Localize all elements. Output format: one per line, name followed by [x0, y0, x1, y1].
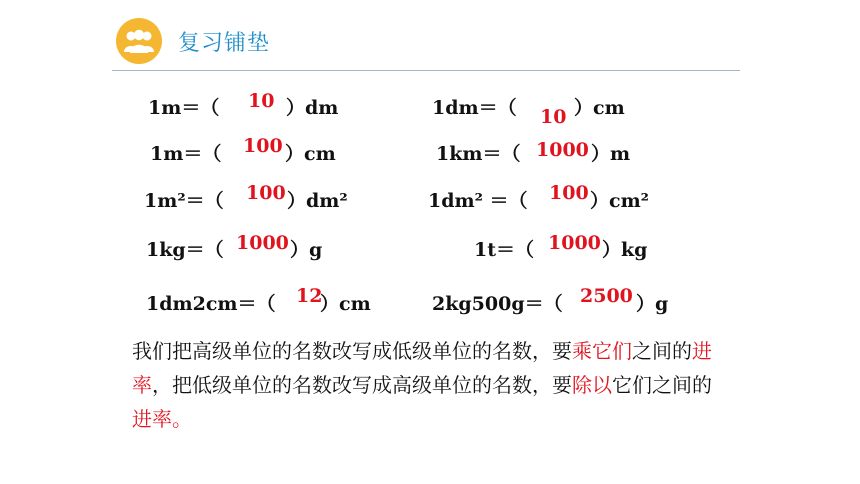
row5-left-answer: 12 [296, 285, 323, 307]
row1-left-prefix: 1m＝（ [148, 97, 220, 119]
row2-left-prefix: 1m＝（ [150, 143, 222, 165]
people-group-icon [116, 18, 162, 64]
row4-right-prefix: 1t＝（ [474, 239, 534, 261]
row4-left-prefix: 1kg＝（ [146, 239, 224, 261]
row5-right-suffix: ）g [636, 293, 669, 315]
row3-left-suffix: ）dm² [287, 190, 348, 212]
row5-left-prefix: 1dm2cm＝（ [146, 293, 276, 315]
rule-highlight-multiply: 乘它们 [572, 339, 632, 363]
row5-right-prefix: 2kg500g＝（ [432, 293, 563, 315]
row1-right-suffix: ）cm [574, 97, 625, 119]
rule-text-1: 我们把高级单位的名数改写成低级单位的名数，要 [132, 339, 572, 363]
header-divider [112, 70, 740, 71]
row3-right-answer: 100 [549, 182, 589, 204]
row5-right-answer: 2500 [580, 285, 633, 307]
rule-highlight-divide: 除以 [572, 373, 612, 397]
row4-right-answer: 1000 [548, 232, 601, 254]
rule-text-4: 它们之间的 [612, 373, 712, 397]
row2-right-prefix: 1km＝（ [436, 143, 521, 165]
rule-highlight-rate: 进率 [132, 339, 712, 397]
rule-text-3: ，把低级单位的名数改写成高级单位的名数，要 [152, 373, 572, 397]
rule-paragraph [132, 334, 712, 436]
page-title: 复习铺垫 [178, 31, 271, 56]
row1-left-answer: 10 [248, 90, 275, 112]
row4-right-suffix: ）kg [602, 239, 648, 261]
row2-left-answer: 100 [243, 135, 283, 157]
row1-right-answer: 10 [540, 106, 567, 128]
rule-text-2: 之间的 [632, 339, 692, 363]
row4-left-suffix: ）g [290, 239, 323, 261]
row3-left-answer: 100 [246, 182, 286, 204]
row5-left-suffix: ）cm [320, 293, 371, 315]
row3-left-prefix: 1m²＝（ [144, 190, 224, 212]
rule-highlight-rate-2: 进率。 [132, 407, 192, 431]
row3-right-suffix: ）cm² [590, 190, 649, 212]
row4-left-answer: 1000 [236, 232, 289, 254]
row1-right-prefix: 1dm＝（ [432, 97, 517, 119]
row2-right-answer: 1000 [536, 139, 589, 161]
row2-right-suffix: ）m [591, 143, 631, 165]
row1-left-suffix: ）dm [286, 97, 339, 119]
row2-left-suffix: ）cm [285, 143, 336, 165]
row3-right-prefix: 1dm² ＝（ [428, 190, 528, 212]
